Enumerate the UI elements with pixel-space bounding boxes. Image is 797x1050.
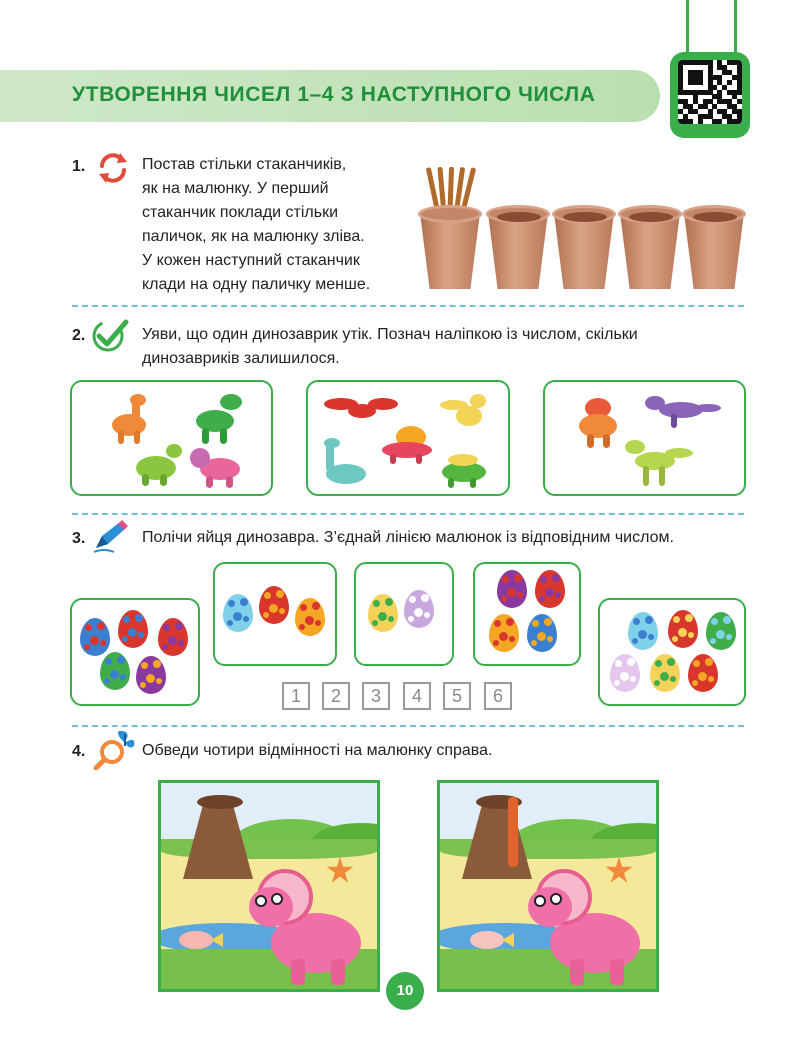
task-1-number: 1. (72, 158, 86, 175)
triceratops-leg (331, 959, 345, 985)
dino-egg (80, 618, 110, 656)
fish (179, 931, 213, 949)
checkmark-icon (90, 318, 130, 354)
dino-egg (668, 610, 698, 648)
triceratops-leg (570, 959, 584, 985)
number-cell-2[interactable]: 2 (322, 682, 350, 710)
red-pterodactyl (324, 396, 400, 426)
task-1-line-4: паличок, як на малюнку зліва. (142, 228, 365, 245)
triceratops-eye (550, 893, 562, 905)
cup (554, 213, 614, 289)
magnifier-butterfly-icon (92, 728, 138, 770)
pencil-icon (92, 518, 132, 554)
dino-egg (404, 590, 434, 628)
egg-card-3[interactable] (213, 562, 337, 666)
qr-code[interactable] (670, 52, 750, 138)
stegosaurus-dino (132, 438, 188, 488)
triceratops-leg (291, 959, 305, 985)
task-2-line-1: Уяви, що один динозаврик утік. Познач наліпкою із числом, скільки (142, 326, 638, 343)
empty-cup (554, 205, 614, 289)
dino-egg (295, 598, 325, 636)
dino-egg (489, 614, 519, 652)
task-1-line-3: стаканчик поклади стільки (142, 204, 339, 221)
dino-egg (158, 618, 188, 656)
cup-rim (682, 205, 746, 223)
empty-cup (620, 205, 680, 289)
task-3-line-1: Полічи яйця динозавра. З’єднай лінією малюнок із відповідним числом. (142, 529, 674, 546)
qr-code-pattern (678, 60, 742, 124)
dino-egg (118, 610, 148, 648)
egg-card-2[interactable] (354, 562, 454, 666)
blue-long-neck-dino (318, 438, 378, 490)
dino-egg (527, 614, 557, 652)
dino-egg (610, 654, 640, 692)
page-title: УТВОРЕННЯ ЧИСЕЛ 1–4 З НАСТУПНОГО ЧИСЛА (72, 83, 596, 106)
cup-rim (486, 205, 550, 223)
task-4-number: 4. (72, 743, 86, 760)
task-4-text (142, 739, 742, 763)
cup (684, 213, 744, 289)
task-3-number: 3. (72, 530, 86, 547)
dino-egg (706, 612, 736, 650)
dino-egg (688, 654, 718, 692)
task-2-number: 2. (72, 327, 86, 344)
number-cell-1[interactable]: 1 (282, 682, 310, 710)
fish (470, 931, 504, 949)
cup-rim (618, 205, 682, 223)
dino-egg (497, 570, 527, 608)
green-stegosaurus (436, 448, 496, 488)
dino-card-3[interactable] (543, 380, 746, 496)
yellow-green-raptor (625, 434, 695, 490)
dino-egg (368, 594, 398, 632)
triceratops-head (528, 887, 572, 927)
dino-egg (259, 586, 289, 624)
dino-egg (223, 594, 253, 632)
egg-card-6[interactable] (70, 598, 200, 706)
lava (508, 797, 518, 867)
scene-modified[interactable] (437, 780, 659, 992)
task-2-text (142, 323, 742, 371)
triceratops-eye (255, 895, 267, 907)
task-1-line-5: У кожен наступний стаканчик (142, 252, 360, 269)
triceratops-leg (610, 959, 624, 985)
dino-egg (136, 656, 166, 694)
number-cell-4[interactable]: 4 (403, 682, 431, 710)
task-1-text (142, 153, 412, 297)
egg-card-7[interactable] (598, 598, 746, 706)
cup (620, 213, 680, 289)
task-1-line-6: клади на одну паличку менше. (142, 276, 371, 293)
task-1-line-1: Постав стільки стаканчиків, (142, 156, 347, 173)
cup-rim (552, 205, 616, 223)
divider (72, 725, 744, 727)
number-cell-5[interactable]: 5 (443, 682, 471, 710)
qr-string-right (734, 0, 737, 56)
cup (420, 213, 480, 289)
empty-cup (488, 205, 548, 289)
task-1-line-2: як на малюнку. У перший (142, 180, 329, 197)
divider (72, 305, 744, 307)
task-3-text (142, 526, 752, 550)
triceratops-eye (271, 893, 283, 905)
empty-cup (684, 205, 744, 289)
scene-original[interactable] (158, 780, 380, 992)
task-2-line-2: динозавриків залишилося. (142, 350, 340, 367)
task-4-line-1: Обведи чотири відмінності на малюнку справа. (142, 742, 493, 759)
refresh-arrows-icon (96, 150, 130, 186)
page-number: 10 (386, 972, 424, 1010)
dino-card-1[interactable] (70, 380, 273, 496)
cup-rim (418, 205, 482, 223)
green-dino (190, 392, 250, 448)
dino-egg (650, 654, 680, 692)
dino-egg (628, 612, 658, 650)
yellow-pterodactyl (440, 394, 496, 434)
qr-string-left (686, 0, 689, 56)
cup-with-sticks (420, 205, 480, 289)
divider (72, 513, 744, 515)
orange-spinosaurus (573, 398, 629, 450)
triceratops-head (249, 887, 293, 927)
dimetrodon-dino (376, 426, 436, 466)
cup (488, 213, 548, 289)
egg-card-4[interactable] (473, 562, 581, 666)
dino-card-2[interactable] (306, 380, 510, 496)
triceratops-dino (190, 444, 246, 490)
dino-egg (535, 570, 565, 608)
purple-raptor (645, 394, 723, 430)
number-cell-6[interactable]: 6 (484, 682, 512, 710)
dino-egg (100, 652, 130, 690)
orange-dino (102, 394, 162, 444)
number-cell-3[interactable]: 3 (362, 682, 390, 710)
volcano-crater (197, 795, 243, 809)
triceratops-eye (534, 895, 546, 907)
